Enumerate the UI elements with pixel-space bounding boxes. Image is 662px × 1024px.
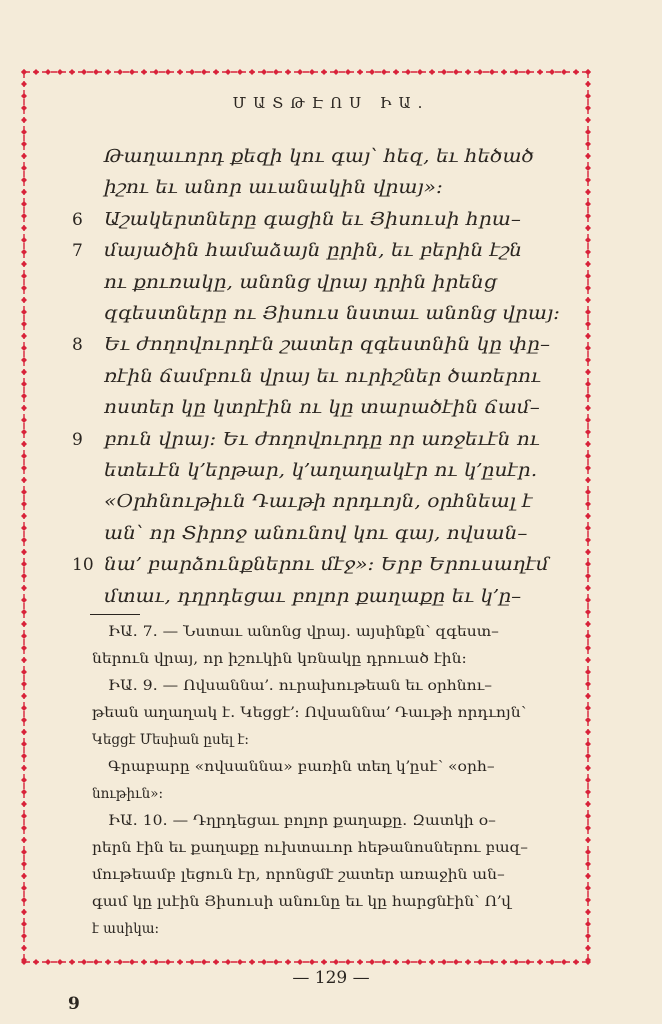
body-line-text: ռէին ճամբուն վրայ եւ ուրիշներ ծառերու [104,366,541,387]
body-line-text: ու քուռակը, անոնց վրայ դրին իրենց [104,272,497,293]
body-line [104,429,540,451]
body-line-text: զգեստները ու Յիսուս նստաւ անոնց վրայ։ [104,304,560,324]
footnote-line-text: մութեամբ լեցուն էր, որոնցմէ շատեր առաջին ան– [92,867,505,883]
footnote-line-text: թեան աղաղակ է․ Կեցցէ՚։ Ովսաննա՚ Դաւթի որդւոյն՝ [92,705,527,721]
page-number: — 129 — [292,968,370,988]
body-line [104,491,533,513]
footnote-line-text: ԻԱ․ 9․ — Ովսաննա՚․ ուրախութեան եւ օրհնու– [108,678,493,694]
body-line-text: նա՚ բարձունքներու մէջ»։ Երբ Երուսաղէմ [104,555,549,576]
body-line [104,272,497,294]
footnote-line [92,703,527,723]
footnote-line [92,730,249,750]
verse-number: 10 [72,555,94,576]
body-line [104,586,522,608]
body-line [104,240,523,262]
footnote-line [92,838,528,858]
footnote-line [108,622,499,642]
verse-number: 6 [72,209,83,230]
footnote-line [108,676,493,696]
footnote-line [92,865,505,885]
verse-number: 9 [72,429,83,450]
footnote-line-text: ԻԱ․ 7․ — Նստաւ անոնց վրայ․ այսինքն՝ զգեստ– [108,624,499,640]
footnote-line-text: է ասիկա։ [92,921,160,937]
verse-number: 7 [72,241,83,262]
verse-number: 8 [72,335,83,356]
body-line [104,460,538,482]
footnote-line-text: ներուն վրայ, որ իշուկին կռնակը դրուած էին։ [92,651,467,667]
body-line [104,397,540,419]
footnote-line-text: Կեցցէ Մեսիան ըսել է։ [92,732,250,748]
body-line-text: բուն վրայ։ Եւ ժողովուրդը որ առջեւէն ու [104,429,540,450]
body-line-text: Աշակերտները գացին եւ Յիսուսի հրա– [104,209,521,230]
footnote-line [108,811,496,831]
body-line [104,146,534,168]
body-line [104,334,551,356]
footnote-line [92,892,511,912]
body-line-text: «Օրհնութիւն Դաւթի որդւոյն, օրհնեալ է [104,492,533,513]
footnote-rule [90,614,140,615]
body-line-text: իշու եւ անոր աւանակին վրայ»։ [104,178,443,199]
footnote-line [92,784,163,804]
body-line [104,366,541,388]
body-line [104,523,528,545]
body-line-text: մայածին համաձայն ըրին, եւ բերին էշն [104,241,523,262]
body-line-text: մտաւ, դղրդեցաւ բոլոր քաղաքը եւ կ՚ը– [104,586,522,607]
body-line-text: Եւ ժողովուրդէն շատեր զգեստնին կը փը– [104,335,551,356]
body-line [104,177,443,199]
footnote-line-text: րերն էին եւ քաղաքը ուխտաւոր հեթանոսներու բազ– [92,840,528,856]
footnote-line [92,649,467,669]
body-line [104,554,549,576]
signature-mark: 9 [68,994,80,1014]
body-line-text: ան՝ որ Տիրոջ անունով կու գայ, ովսան– [104,523,528,544]
footnote-line [92,919,159,939]
footnote-line-text: նութիւն»։ [92,786,164,802]
body-line [104,303,560,325]
footnote-line-text: Գրաբարը «ովսաննա» բառին տեղ կ՚ըսէ՝ «օրհ– [108,759,495,775]
body-line-text: ետեւէն կ՚երթար, կ՚աղաղակէր ու կ՚ըսէր․ [104,461,538,481]
running-header: ՄԱՏԹԷՈՍ ԻԱ. [232,94,430,112]
footnote-line-text: գամ կը լսէին Յիսուսի անունը եւ կը հարցնէին՝ Ո՚վ [92,894,511,910]
footnote-line-text: ԻԱ․ 10․ — Դղրդեցաւ բոլոր քաղաքը․ Զատկի օ– [108,813,496,829]
body-line [104,209,521,231]
body-line-text: ոստեր կը կտրէին ու կը տարածէին ճամ– [104,398,540,419]
footnote-line [108,757,495,777]
body-line-text: Թաղաւորդ քեզի կու գայ՝ հեզ, եւ հեծած [104,147,534,167]
